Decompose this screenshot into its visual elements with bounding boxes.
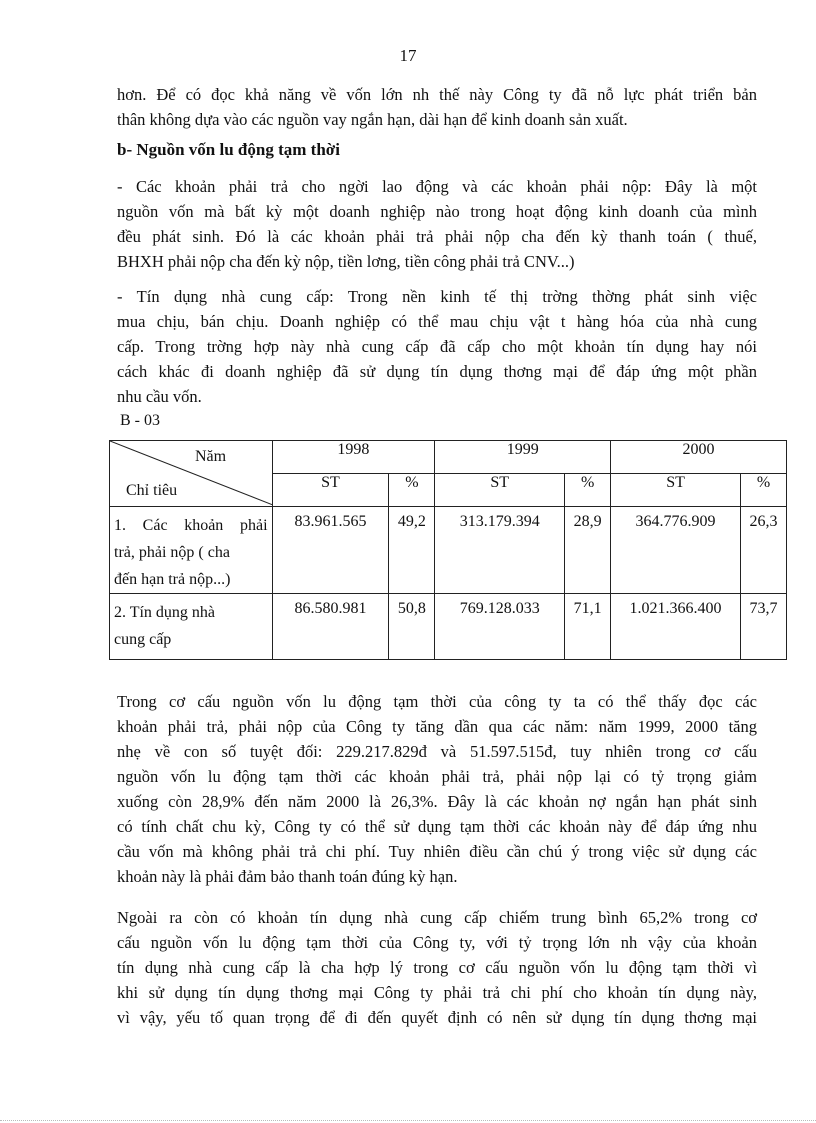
row-label-line: trả, phải nộp ( cha <box>114 544 230 561</box>
text-line: mua chịu, bán chịu. Doanh nghiệp có thể mau chịu vật t hàng hóa của nhà cung <box>117 312 757 331</box>
section-heading: b- Nguồn vốn lu động tạm thời <box>117 140 340 159</box>
year-header: 1999 <box>435 441 611 474</box>
amount-header: ST <box>435 474 565 507</box>
text-line: nguồn vốn lu động tạm thời các khoản phải trả, phải nộp lại có tỷ trọng giảm <box>117 767 757 786</box>
table-caption: B - 03 <box>120 412 160 429</box>
percent-cell: 28,9 <box>565 507 611 594</box>
text-line: nguồn vốn mà bất kỳ một doanh nghiệp nào trong hoạt động kinh doanh của mình <box>117 202 757 221</box>
text-line: vì vậy, yếu tố quan trọng để đi đến quyết định có nên sử dụng tín dụng thơng mại <box>117 1008 757 1027</box>
percent-cell: 73,7 <box>740 594 786 660</box>
amount-header: ST <box>611 474 741 507</box>
intro-paragraph <box>117 82 757 132</box>
analysis-paragraph <box>117 689 757 889</box>
amount-cell: 83.961.565 <box>272 507 389 594</box>
percent-header: % <box>389 474 435 507</box>
row-label-line: 2. Tín dụng nhà <box>114 604 216 621</box>
text-line: khoản này là phải đảm bảo thanh toán đúng kỳ hạn. <box>117 867 458 886</box>
text-line: khi sử dụng tín dụng thơng mại Công ty phải trả chi phí cho khoản tín dụng này, <box>117 983 757 1002</box>
page-bottom-divider <box>0 1120 816 1121</box>
percent-cell: 26,3 <box>740 507 786 594</box>
percent-header: % <box>740 474 786 507</box>
table-row <box>110 594 787 660</box>
amount-cell: 86.580.981 <box>272 594 389 660</box>
year-header: 1998 <box>272 441 435 474</box>
percent-header: % <box>565 474 611 507</box>
row-label-line: 1. Các khoản phải <box>114 517 268 534</box>
text-line: Trong cơ cấu nguồn vốn lu động tạm thời của công ty ta có thể thấy đọc các <box>117 692 757 711</box>
supplier-credit-analysis-paragraph <box>117 905 757 1030</box>
amount-cell: 364.776.909 <box>611 507 741 594</box>
table-header-years <box>110 441 787 474</box>
text-line: hơn. Để có đọc khả năng về vốn lớn nh thế này Công ty đã nỗ lực phát triển bản <box>117 85 757 104</box>
table-row <box>110 507 787 594</box>
text-line: có tính chất chu kỳ, Công ty có thể sử dụng tạm thời các khoản này để đáp ứng nhu <box>117 817 757 836</box>
text-line: cấp. Trong trờng hợp này nhà cung cấp đã cấp cho một khoản tín dụng hay nói <box>117 337 757 356</box>
percent-cell: 50,8 <box>389 594 435 660</box>
amount-cell: 313.179.394 <box>435 507 565 594</box>
year-header: 2000 <box>611 441 787 474</box>
text-line: Ngoài ra còn có khoản tín dụng nhà cung cấp chiếm trung bình 65,2% trong cơ <box>117 908 757 927</box>
row-label-line: đến hạn trả nộp...) <box>114 571 231 588</box>
text-line: - Tín dụng nhà cung cấp: Trong nền kinh tế thị trờng thờng phát sinh việc <box>117 287 757 306</box>
text-line: cầu vốn mà không phải trả chi phí. Tuy nhiên điều cần chú ý trong việc sử dụng các <box>117 842 757 861</box>
text-line: cách khác đi doanh nghiệp đã sử dụng tín dụng thơng mại để đáp ứng một phần <box>117 362 757 381</box>
percent-cell: 71,1 <box>565 594 611 660</box>
text-line: thân không dựa vào các nguồn vay ngắn hạn, dài hạn để kinh doanh sản xuất. <box>117 110 628 129</box>
text-line: nhẹ về con số tuyệt đối: 229.217.829đ và 51.597.515đ, tuy nhiên trong cơ cấu <box>117 742 757 761</box>
text-line: BHXH phải nộp cha đến kỳ nộp, tiền lơng, tiền công phải trả CNV...) <box>117 252 575 271</box>
text-line: khoản phải trả, phải nộp của Công ty tăng dần qua các năm: năm 1999, 2000 tăng <box>117 717 757 736</box>
amount-header: ST <box>272 474 389 507</box>
amount-cell: 1.021.366.400 <box>611 594 741 660</box>
text-line: xuống còn 28,9% đến năm 2000 là 26,3%. Đây là các khoản nợ ngắn hạn phát sinh <box>117 792 757 811</box>
indicator-axis-label: Chỉ tiêu <box>126 482 178 499</box>
text-line: đều phát sinh. Đó là các khoản phải trả phải nộp cha đến kỳ thanh toán ( thuế, <box>117 227 757 246</box>
text-line: - Các khoản phải trả cho ngời lao động và các khoản phải nộp: Đây là một <box>117 177 757 196</box>
text-line: nhu cầu vốn. <box>117 387 202 406</box>
amount-cell: 769.128.033 <box>435 594 565 660</box>
text-line: cấu nguồn vốn lu động tạm thời của Công ty, với tỷ trọng lớn nh vậy của khoản <box>117 933 757 952</box>
diagonal-header-cell <box>110 441 273 507</box>
row-label <box>110 507 273 594</box>
page-number: 17 <box>399 46 417 65</box>
row-label-line: cung cấp <box>114 631 172 648</box>
year-axis-label: Năm <box>195 448 227 465</box>
row-label <box>110 594 273 660</box>
text-line: tín dụng nhà cung cấp là cha hợp lý trong cơ cấu nguồn vốn lu động tạm thời vì <box>117 958 757 977</box>
capital-structure-table <box>109 440 787 660</box>
payables-paragraph <box>117 174 757 274</box>
percent-cell: 49,2 <box>389 507 435 594</box>
supplier-credit-paragraph <box>117 284 757 409</box>
